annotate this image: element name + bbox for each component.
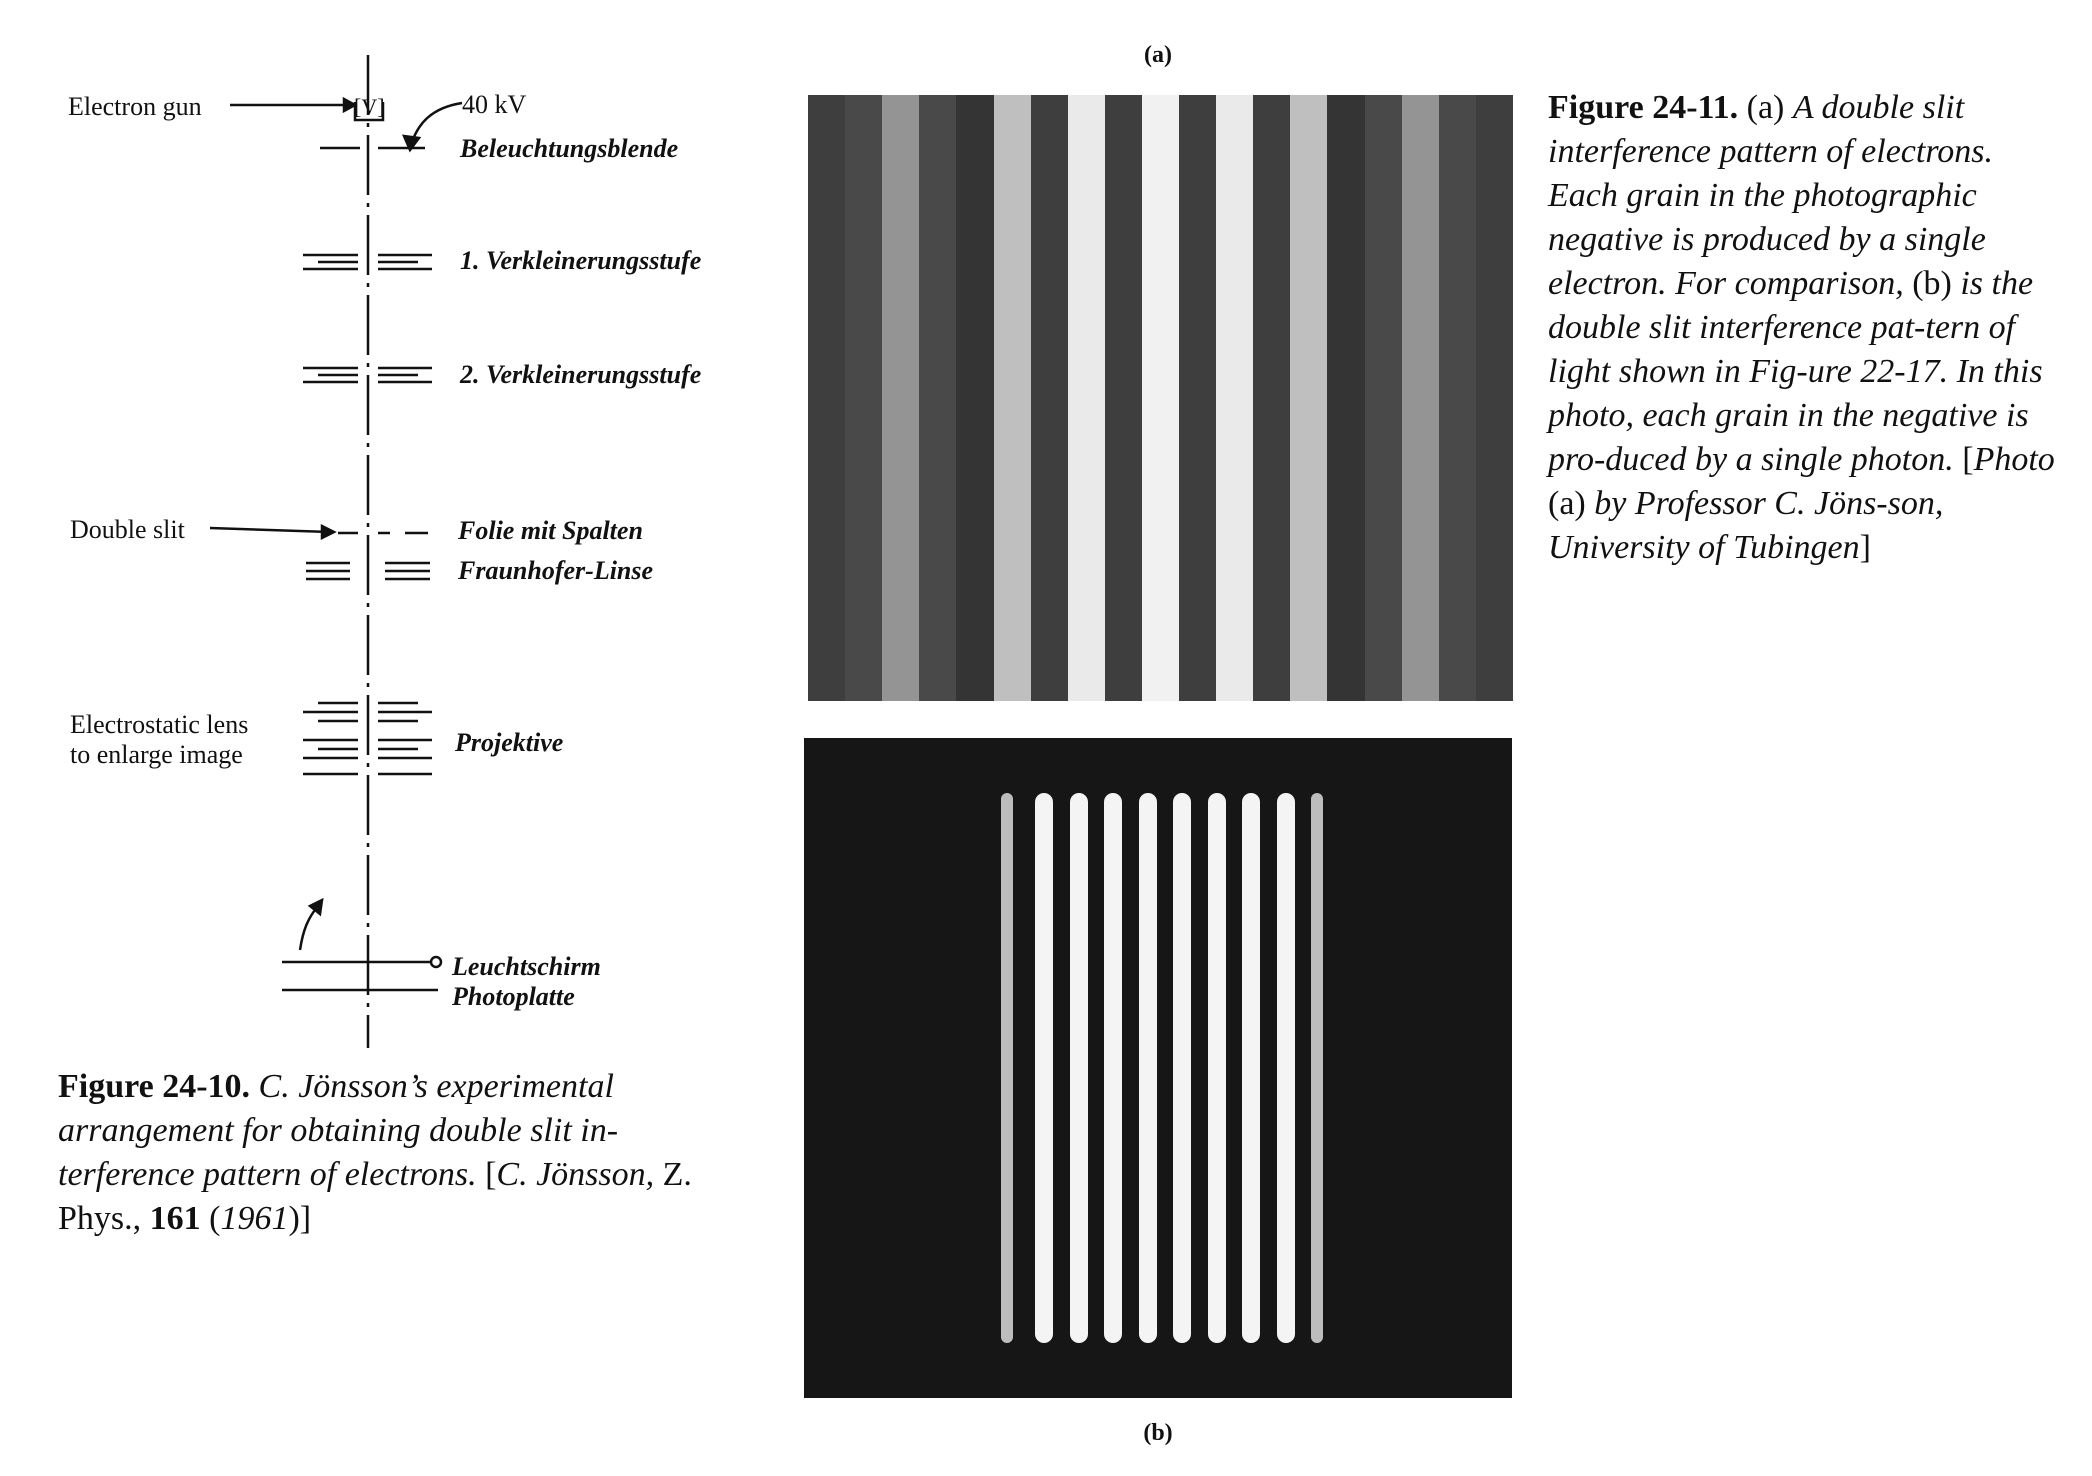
journal-volume: 161	[149, 1200, 201, 1237]
projektive-label: Projektive	[455, 728, 564, 757]
fringe	[1179, 95, 1217, 701]
electrostatic-lens-label-line1: Electrostatic lens	[70, 710, 249, 739]
fringe	[1365, 95, 1403, 701]
fraunhofer-linse-label: Fraunhofer-Linse	[458, 556, 654, 585]
fringe	[1068, 95, 1106, 701]
folie-mit-spalten-label: Folie mit Spalten	[458, 516, 643, 545]
light-fringe	[1001, 793, 1013, 1343]
figure-24-11-caption: Figure 24-11. (a) A double slit interference pattern of electrons. Each grain in the photographic negative is produced by a single electron. For comparison, (b) is the double slit interference pat-tern of light shown in Fig-ure 22-17. In this photo, each grain in the negative is pro-duced by a single photon. [Photo (a) by Professor C. Jöns-son, University of Tubingen]	[1548, 89, 2055, 566]
fringe	[1105, 95, 1143, 701]
light-fringe	[1277, 793, 1295, 1343]
electron-gun-label: Electron gun	[68, 92, 202, 121]
voltage-arrow	[412, 103, 462, 142]
figure-24-11-text-a: A double slit interference pattern of electrons. Each grain in the photographic negative is produced by a single electron. For comparison,	[1548, 89, 1994, 302]
fringe	[845, 95, 883, 701]
figure-24-10-caption: Figure 24-10. C. Jönsson’s experimental arrangement for obtaining double slit in-terference pattern of electrons. [C. Jönsson, Z. Phys., 161 (1961)]	[58, 1068, 692, 1237]
fringe	[1031, 95, 1069, 701]
fringe	[1439, 95, 1477, 701]
light-fringe	[1311, 793, 1323, 1343]
fringe	[1476, 95, 1513, 701]
photoplatte-label: Photoplatte	[452, 982, 575, 1011]
fringe	[1142, 95, 1180, 701]
photo-a-label: (a)	[1144, 42, 1172, 68]
fringe	[1216, 95, 1254, 701]
fringe	[994, 95, 1032, 701]
photo-b-label: (b)	[1143, 1420, 1173, 1446]
screen-arrow	[300, 906, 318, 950]
light-fringe	[1173, 793, 1191, 1343]
verkleinerungsstufe-2-label: 2. Verkleinerungsstufe	[460, 360, 702, 389]
fringe	[1253, 95, 1291, 701]
leuchtschirm-label: Leuchtschirm	[452, 952, 601, 981]
light-fringe	[1070, 793, 1088, 1343]
light-fringe	[1035, 793, 1053, 1343]
fringe	[956, 95, 994, 701]
fringe	[1327, 95, 1365, 701]
gun-box-label: [V]	[354, 94, 385, 119]
voltage-label: 40 kV	[462, 90, 527, 119]
verkleinerungsstufe-1-label: 1. Verkleinerungsstufe	[460, 246, 702, 275]
electrostatic-lens-label-line2: to enlarge image	[70, 740, 243, 769]
fringe	[882, 95, 920, 701]
photo-credit: by Professor C. Jöns-son, University of Tubingen	[1548, 485, 1944, 566]
light-fringe	[1104, 793, 1122, 1343]
beleuchtungsblende-label: Beleuchtungsblende	[460, 134, 679, 163]
figure-24-11-number: Figure 24-11.	[1548, 89, 1739, 126]
electron-interference-photo	[808, 95, 1513, 701]
figure-24-11-text-b: is the double slit interference pat-tern of light shown in Fig-ure 22-17. In this photo, each grain in the negative is pro-duced by a single photon.	[1548, 265, 2043, 478]
double-slit-arrow	[210, 528, 330, 532]
figure-24-10-text: C. Jönsson’s experimental arrangement for obtaining double slit in-terference pattern of electrons.	[58, 1068, 619, 1193]
fringe	[919, 95, 957, 701]
figure-24-10-number: Figure 24-10.	[58, 1068, 251, 1105]
double-slit-label: Double slit	[70, 515, 185, 544]
light-fringe	[1242, 793, 1260, 1343]
publication-year: 1961	[220, 1200, 289, 1237]
light-interference-photo	[804, 738, 1512, 1398]
fringe	[1402, 95, 1440, 701]
light-fringe	[1208, 793, 1226, 1343]
light-fringe	[1139, 793, 1157, 1343]
fringe	[808, 95, 846, 701]
fringe	[1290, 95, 1328, 701]
